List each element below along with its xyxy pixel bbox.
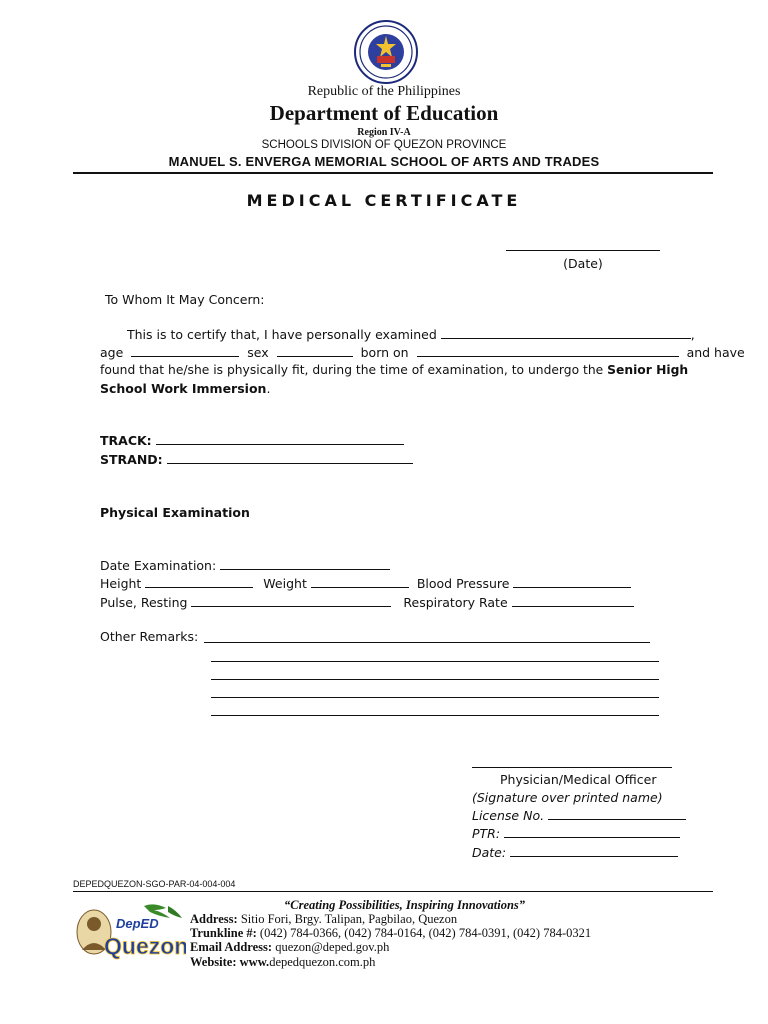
ptr-row: PTR: — [472, 826, 680, 841]
logo-bottom-text: Quezon — [104, 933, 186, 959]
division-line: SCHOOLS DIVISION OF QUEZON PROVINCE — [261, 139, 507, 151]
deped-quezon-logo-icon — [74, 902, 186, 960]
paragraph-line-1: This is to certify that, I have personally examined , — [127, 327, 695, 342]
header-rule — [73, 172, 713, 174]
track-label: TRACK: — [100, 433, 152, 448]
respiratory-rate-blank[interactable] — [512, 595, 634, 607]
remarks-line-3[interactable] — [211, 679, 659, 680]
weight-blank[interactable] — [311, 576, 409, 588]
footer-website: Website: www.depedquezon.com.ph — [190, 955, 376, 969]
signature-title: Physician/Medical Officer — [500, 772, 657, 787]
paragraph-line-3: found that he/she is physically fit, during the time of examination, to undergo the Senior High — [100, 363, 689, 377]
date-examination-blank[interactable] — [220, 558, 390, 570]
region-line: Region IV-A — [357, 127, 411, 138]
signature-line[interactable] — [472, 767, 672, 768]
remarks-line-5[interactable] — [211, 715, 659, 716]
license-blank[interactable] — [548, 808, 686, 820]
strand-label: STRAND: — [100, 452, 163, 467]
pulse-blank[interactable] — [191, 595, 391, 607]
other-remarks-label: Other Remarks: — [100, 629, 199, 644]
track-blank[interactable] — [156, 433, 404, 445]
height-blank[interactable] — [145, 576, 253, 588]
paragraph-line-4: School Work Immersion. — [100, 381, 271, 396]
footer-email: Email Address: quezon@deped.gov.ph — [190, 940, 390, 954]
measurements-row-2: Pulse, Resting Respiratory Rate — [100, 595, 634, 610]
footer-address: Address: Sitio Fori, Brgy. Talipan, Pagbilao, Quezon — [190, 912, 458, 926]
remarks-line-2[interactable] — [211, 661, 659, 662]
logo-top-text: DepED — [116, 916, 159, 931]
school-name: MANUEL S. ENVERGA MEMORIAL SCHOOL OF ARTS AND TRADES — [168, 154, 600, 169]
strand-row — [100, 452, 413, 467]
date-examination-row: Date Examination: — [100, 558, 390, 573]
sex-blank[interactable] — [277, 345, 353, 357]
birthdate-blank[interactable] — [417, 345, 679, 357]
deped-quezon-logo — [74, 902, 186, 960]
email-link[interactable]: quezon@deped.gov.ph — [275, 940, 390, 954]
date-line — [506, 250, 660, 251]
salutation: To Whom It May Concern: — [105, 292, 265, 307]
form-code: DEPEDQUEZON-SGO-PAR-04-004-004 — [73, 879, 236, 889]
signature-subtitle: (Signature over printed name) — [472, 790, 663, 805]
sig-date-blank[interactable] — [510, 845, 678, 857]
date-label: (Date) — [563, 256, 603, 271]
strand-blank[interactable] — [167, 452, 413, 464]
deped-seal — [354, 20, 418, 84]
website-link[interactable]: www.depedquezon.com.ph — [239, 955, 376, 969]
physical-exam-heading: Physical Examination — [100, 505, 250, 520]
paragraph-line-2: age sex born on and have — [100, 345, 745, 360]
track-row — [100, 433, 404, 448]
remarks-line-1[interactable] — [204, 642, 650, 643]
sig-date-row: Date: — [472, 845, 678, 860]
footer-rule — [73, 891, 713, 892]
remarks-line-4[interactable] — [211, 697, 659, 698]
ptr-blank[interactable] — [504, 826, 680, 838]
footer-trunkline: Trunkline #: (042) 784-0366, (042) 784-0164, (042) 784-0391, (042) 784-0321 — [190, 926, 592, 940]
license-row: License No. — [472, 808, 686, 823]
blood-pressure-blank[interactable] — [513, 576, 631, 588]
footer-motto: “Creating Possibilities, Inspiring Innovations” — [284, 898, 526, 912]
age-blank[interactable] — [131, 345, 239, 357]
deped-seal-icon — [354, 20, 418, 84]
examinee-name-blank[interactable] — [441, 327, 691, 339]
measurements-row-1: Height Weight Blood Pressure — [100, 576, 631, 591]
department-title: Department of Education — [269, 101, 499, 125]
document-title: MEDICAL CERTIFICATE — [246, 191, 522, 210]
republic-line: Republic of the Philippines — [307, 84, 461, 99]
